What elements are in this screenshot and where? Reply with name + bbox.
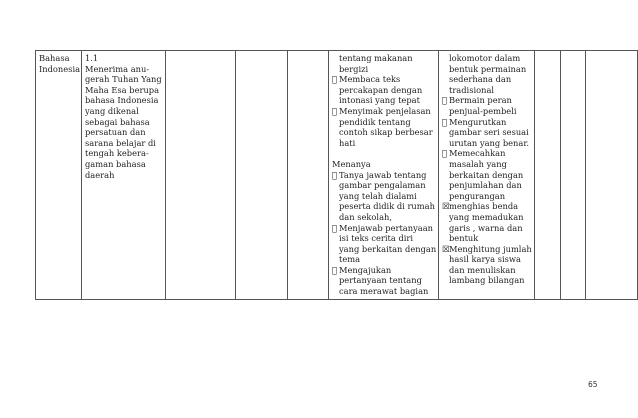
empty-cell — [236, 51, 288, 300]
activities-list — [332, 53, 435, 148]
list-item-line — [442, 117, 531, 128]
bullet-icon — [332, 106, 339, 117]
list-item-text: dan sekolah, — [339, 211, 393, 222]
competency-line: bahasa Indonesia — [85, 95, 159, 106]
list-item-line — [442, 233, 531, 244]
list-item-line — [442, 85, 531, 96]
empty-cell — [586, 51, 638, 300]
list-item-text: menghias benda — [449, 201, 519, 212]
list-item-line — [332, 233, 435, 244]
list-item-line — [442, 212, 531, 223]
list-item-text: peserta didik di rumah — [339, 201, 435, 212]
list-item-line — [442, 106, 531, 117]
competency-line: daerah — [85, 169, 115, 180]
list-item-line — [442, 191, 531, 202]
activities-cell — [329, 51, 439, 300]
list-item-line — [442, 53, 531, 64]
syllabus-table — [35, 50, 638, 300]
list-item-text: penjual-pembeli — [449, 105, 517, 116]
bullet-icon — [442, 117, 449, 128]
list-item-text: gambar seri sesuai — [449, 127, 529, 138]
list-item-line — [442, 64, 531, 75]
list-item-line — [442, 244, 531, 255]
list-item-line — [332, 85, 435, 96]
list-item-text: bergizi — [339, 63, 369, 74]
competency-line: gaman bahasa — [85, 158, 146, 169]
subject-cell — [36, 51, 82, 300]
bullet-icon — [332, 74, 339, 85]
competency-line: Maha Esa berupa — [85, 84, 160, 95]
competency-number: 1.1 — [85, 53, 99, 63]
list-item-text: Menyimak penjelasan — [339, 105, 431, 116]
list-item-text: Menghitung jumlah — [449, 243, 532, 254]
list-item-line — [332, 244, 435, 255]
subject-line: Bahasa — [39, 53, 70, 63]
list-item-line — [332, 180, 435, 191]
activities-list — [332, 170, 435, 297]
list-item-text: hati — [339, 137, 356, 148]
list-item-text: yang telah dialami — [339, 190, 417, 201]
list-item-line — [332, 170, 435, 181]
list-item-text: urutan yang benar. — [449, 137, 530, 148]
empty-cell — [535, 51, 561, 300]
list-item-text: Menjawab pertanyaan — [339, 222, 434, 233]
competency-text — [85, 64, 162, 181]
list-item-text: Membaca teks — [339, 74, 401, 85]
list-item-line — [442, 275, 531, 286]
indicators-cell — [439, 51, 535, 300]
list-item-text: tema — [339, 254, 361, 265]
list-item-line — [332, 223, 435, 234]
bullet-icon — [332, 223, 339, 234]
bullet-icon: ☒ — [442, 243, 450, 254]
list-item-text: penjumlahan dan — [449, 180, 522, 191]
list-item-line — [332, 127, 435, 138]
list-item-text: Memecahkan — [449, 148, 506, 159]
page-number: 65 — [588, 380, 598, 389]
list-item-line — [442, 159, 531, 170]
list-item-text: dan menuliskan — [449, 264, 516, 275]
empty-cell — [561, 51, 586, 300]
list-item-text: cara merawat bagian — [339, 286, 429, 297]
competency-line: sebagai bahasa — [85, 116, 150, 127]
list-item-line — [442, 254, 531, 265]
list-item-text: garis , warna dan — [449, 222, 523, 233]
competency-line: sarana belajar di — [85, 137, 156, 148]
bullet-icon — [332, 265, 339, 276]
list-item-text: gambar pengalaman — [339, 180, 426, 191]
list-item-text: percakapan dengan — [339, 84, 423, 95]
list-item-text: Mengajukan — [339, 264, 392, 275]
list-item-text: pendidik tentang — [339, 116, 411, 127]
list-item-line — [442, 138, 531, 149]
list-item-line — [442, 74, 531, 85]
list-item-text: lokomotor dalam — [449, 53, 521, 63]
list-item-line — [442, 170, 531, 181]
competency-line: persatuan dan — [85, 127, 146, 138]
list-item-text: contoh sikap berbesar — [339, 127, 433, 138]
list-item-line — [332, 212, 435, 223]
list-item-line — [442, 265, 531, 276]
list-item-text: isi teks cerita diri — [339, 233, 414, 244]
competency-line: yang dikenal — [85, 105, 139, 116]
list-item-line — [442, 127, 531, 138]
list-item-text: sederhana dan — [449, 74, 512, 85]
list-item-line — [442, 223, 531, 234]
competency-line: gerah Tuhan Yang — [85, 74, 162, 85]
empty-cell — [166, 51, 236, 300]
list-item-line — [332, 117, 435, 128]
list-item-text: yang berkaitan dengan — [339, 243, 437, 254]
list-item-line — [332, 53, 435, 64]
list-item-text: tentang makanan — [339, 53, 413, 63]
list-item-line — [442, 148, 531, 159]
list-item-line — [332, 286, 435, 297]
bullet-icon — [332, 170, 339, 181]
competency-line: Menerima anu- — [85, 63, 150, 74]
section-heading: Menanya — [332, 158, 371, 169]
list-item-line — [442, 201, 531, 212]
list-item-text: tradisional — [449, 84, 495, 95]
list-item-text: Mengurutkan — [449, 116, 507, 127]
competency-cell — [82, 51, 166, 300]
list-item-line — [442, 95, 531, 106]
empty-cell — [288, 51, 329, 300]
bullet-icon: ☒ — [442, 201, 450, 212]
list-item-text: pertanyaan tentang — [339, 275, 422, 286]
list-item-text: Bermain peran — [449, 95, 512, 106]
list-item-line — [332, 254, 435, 265]
list-item-line — [332, 74, 435, 85]
bullet-icon — [442, 95, 449, 106]
list-item-text: masalah yang — [449, 158, 507, 169]
list-item-line — [332, 95, 435, 106]
list-item-text: Tanya jawab tentang — [339, 169, 427, 180]
table-row — [36, 51, 638, 300]
list-item-line — [442, 180, 531, 191]
list-item-text: bentuk — [449, 233, 479, 244]
list-item-line — [332, 138, 435, 149]
list-item-line — [332, 191, 435, 202]
list-item-text: pengurangan — [449, 190, 506, 201]
list-item-text: berkaitan dengan — [449, 169, 524, 180]
list-item-line — [332, 275, 435, 286]
list-item-text: intonasi yang tepat — [339, 95, 420, 106]
list-item-text: bentuk permainan — [449, 63, 527, 74]
list-item-line — [332, 106, 435, 117]
list-item-text: hasil karya siswa — [449, 254, 521, 265]
list-item-text: lambang bilangan — [449, 275, 525, 286]
list-item-line — [332, 64, 435, 75]
list-item-line — [332, 265, 435, 276]
list-item-text: yang memadukan — [449, 211, 524, 222]
competency-line: tengah kebera- — [85, 148, 149, 159]
bullet-icon — [442, 148, 449, 159]
list-item-line — [332, 201, 435, 212]
indicators-list — [442, 53, 531, 286]
subject-line: Indonesia — [39, 63, 81, 74]
